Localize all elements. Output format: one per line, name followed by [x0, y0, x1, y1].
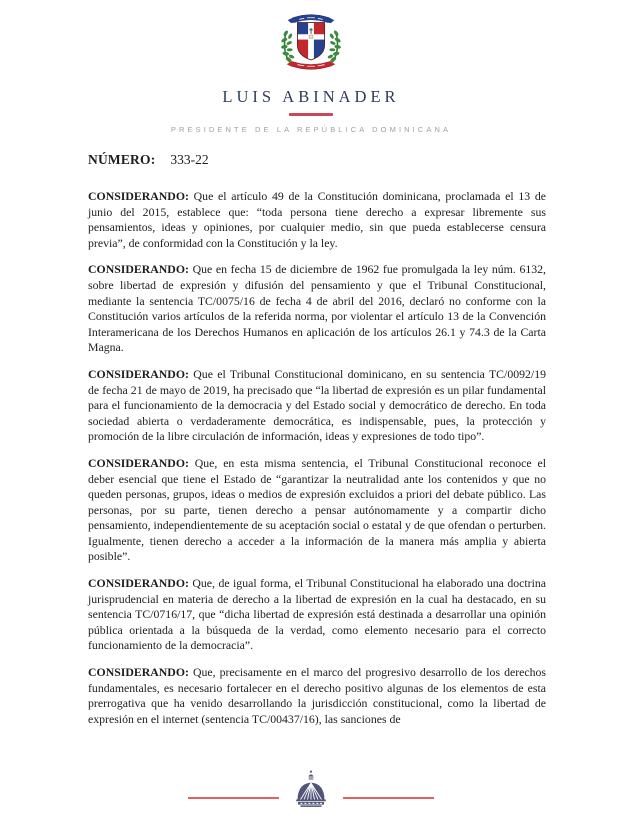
letterhead [0, 0, 622, 134]
laurel-branch [281, 30, 295, 63]
page-footer [0, 770, 622, 808]
considerando-lead: CONSIDERANDO: [88, 455, 189, 470]
considerando-paragraph [88, 367, 546, 445]
palm-branch [327, 30, 341, 63]
president-name: LUIS ABINADER [222, 87, 400, 106]
considerando-lead: CONSIDERANDO: [88, 366, 189, 381]
considerando-lead: CONSIDERANDO: [88, 576, 189, 591]
considerando-lead: CONSIDERANDO: [88, 189, 189, 203]
footer-right-rule [343, 797, 434, 799]
red-divider [289, 113, 333, 116]
top-ribbon [288, 15, 335, 23]
decree-number-value: 333-22 [170, 152, 209, 167]
president-title: PRESIDENTE DE LA REPÚBLICA DOMINICANA [170, 125, 452, 134]
decree-number-label: NÚMERO: [88, 152, 156, 167]
decree-number [88, 152, 546, 168]
considerando-paragraphs [88, 189, 546, 727]
considerando-lead: CONSIDERANDO: [88, 262, 189, 277]
decree-body [88, 152, 546, 738]
considerando-text: Que, de igual forma, el Tribunal Constitucional ha elaborado una doctrina jurisprudencial en materia de derecho a la libertad de expresión en la cual ha destacado, en su sentencia TC/0716/17, que “dicha libertad de expresión está destinada a desarrollar una opinión pública orientada a la búsqueda de la verdad, como elemento necesario para el correcto funcionamiento de la democracia”. [88, 576, 546, 653]
considerando-text: Que en fecha 15 de diciembre de 1962 fue promulgada la ley núm. 6132, sobre libertad de expresión y difusión del pensamiento y que el Tribunal Constitucional, mediante la sentencia TC/0075/16 de fecha 4 de abril del 2016, declaró no conforme con la Constitución varios artículos de la referida norma, por violentar el artículo 13 de la Convención Interamericana de los Derechos Humanos en aplicación de los artículos 26.1 y 74.3 de la Carta Magna. [88, 262, 546, 355]
considerando-paragraph [88, 262, 546, 356]
dominican-coat-of-arms-icon [273, 10, 349, 74]
bottom-ribbon [287, 61, 335, 69]
considerando-paragraph [88, 576, 546, 654]
considerando-text: Que el Tribunal Constitucional dominicano, en su sentencia TC/0092/19 de fecha 21 de mayo de 2019, ha precisado que “la libertad de expresión es un pilar fundamental para el funcionamiento de la democracia y del Estado social y democrático de derecho. En toda sociedad abierta o verdaderamente democrática, es indispensable, pues, la protección y promoción de la libre circulación de información, ideas y expresiones de todo tipo”. [88, 366, 546, 444]
considerando-paragraph [88, 456, 546, 565]
considerando-text: Que, en esta misma sentencia, el Tribunal Constitucional reconoce el deber esencial que tiene el Estado de “garantizar la neutralidad ante los contenidos y que no queden personas, grupos, ideas o medios de expresión excluidos a priori del debate público. Las personas, por su parte, tienen derecho a pensar autónomamente y a compartir dicho pensamiento, independientemente de su aceptación social o estatal y de que ofendan o perturben. Igualmente, tienen derecho a acceder a la información de la manera más amplia y abierta posible”. [88, 455, 546, 564]
considerando-text: Que el artículo 49 de la Constitución dominicana, proclamada el 13 de junio del 2015, establece que: “toda persona tiene derecho a expresar libremente sus pensamientos, ideas y opiniones, por cualquier medio, sin que pueda establecerse censura previa”, de conformidad con la Constitución y la ley. [88, 189, 546, 250]
considerando-paragraph [88, 665, 546, 727]
shield [297, 23, 324, 61]
considerando-paragraph [88, 189, 546, 251]
national-palace-dome-icon [291, 770, 331, 808]
considerando-lead: CONSIDERANDO: [88, 665, 189, 680]
considerando-text: Que, precisamente en el marco del progresivo desarrollo de los derechos fundamentales, es necesario fortalecer en el derecho positivo algunas de los elementos de esta prerrogativa que ha venido desarrollando la jurisdicción constitucional, como la libertad de expresión en el internet (sentencia TC/00437/16), las sanciones de [88, 665, 546, 726]
footer-left-rule [188, 797, 279, 799]
